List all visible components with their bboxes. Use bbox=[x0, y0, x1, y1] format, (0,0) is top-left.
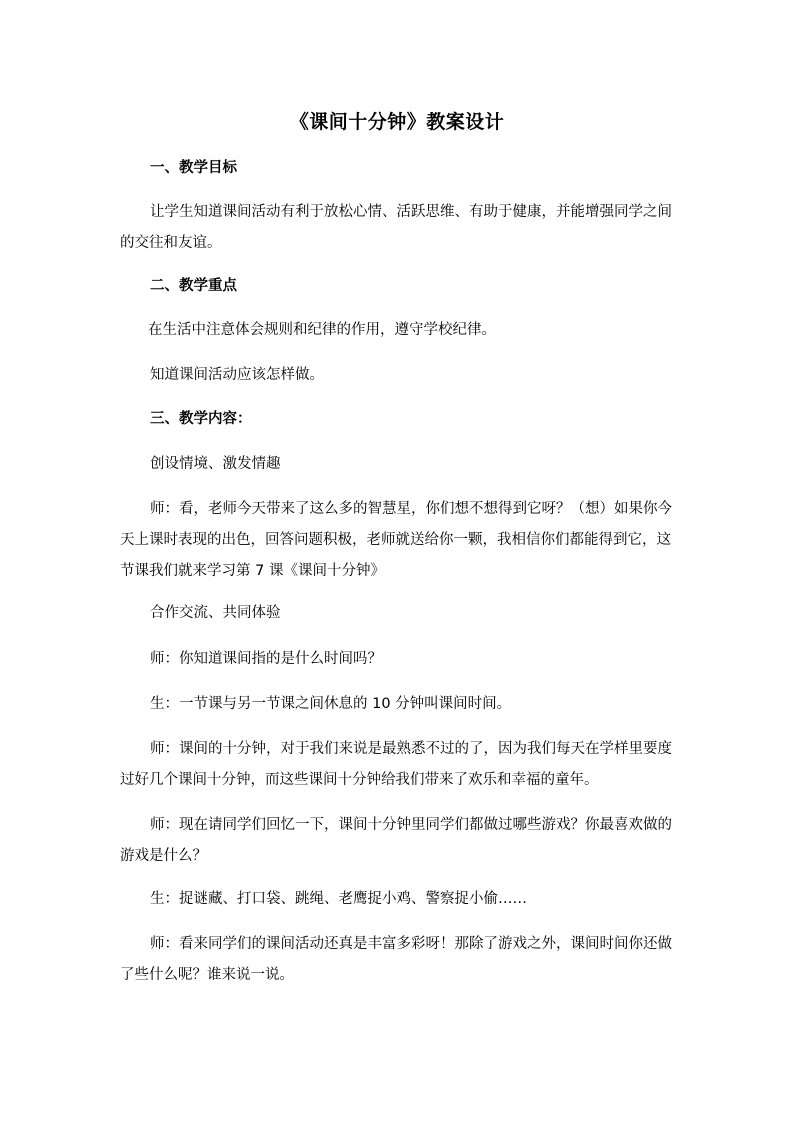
section-heading-key-points: 二、教学重点 bbox=[150, 278, 237, 294]
paragraph-teacher-intro: 师：看，老师今天带来了这么多的智慧星，你们想不想得到它呀？（想）如果你今天上课时表现的出色，回答问题积极，老师就送给你一颗，我相信你们都能得到它，这节课我们就来学习第 7 课《课间十分钟》 bbox=[120, 501, 672, 579]
document-title: 《课间十分钟》教案设计 bbox=[289, 111, 505, 133]
paragraph-teacher-question: 师：你知道课间指的是什么时间吗？ bbox=[150, 651, 382, 667]
paragraph-key-point-1: 在生活中注意体会规则和纪律的作用，遵守学校纪律。 bbox=[148, 322, 496, 338]
paragraph-objectives: 让学生知道课间活动有利于放松心情、活跃思维、有助于健康，并能增强同学之间的交往和友谊。 bbox=[120, 204, 672, 251]
section-heading-objectives: 一、教学目标 bbox=[150, 160, 237, 176]
section-heading-content: 三、教学内容： bbox=[150, 411, 252, 427]
paragraph-subheading-1: 创设情境、激发情趣 bbox=[150, 456, 281, 472]
paragraph-teacher-recall: 师：现在请同学们回忆一下，课间十分钟里同学们都做过哪些游戏？你最喜欢做的游戏是什么？ bbox=[120, 817, 672, 864]
paragraph-teacher-followup: 师：看来同学们的课间活动还真是丰富多彩呀！那除了游戏之外，课间时间你还做了些什么呢？谁来说一说。 bbox=[120, 936, 672, 983]
paragraph-subheading-2: 合作交流、共同体验 bbox=[150, 605, 281, 621]
paragraph-key-point-2: 知道课间活动应该怎样做。 bbox=[150, 367, 324, 383]
paragraph-teacher-explanation: 师：课间的十分钟，对于我们来说是最熟悉不过的了，因为我们每天在学样里要度过好几个课间十分钟，而这些课间十分钟给我们带来了欢乐和幸福的童年。 bbox=[120, 741, 672, 788]
paragraph-student-games: 生：捉谜藏、打口袋、跳绳、老鹰捉小鸡、警察捉小偷…… bbox=[150, 891, 527, 907]
paragraph-student-answer: 生：一节课与另一节课之间休息的 10 分钟叫课间时间。 bbox=[150, 696, 512, 712]
